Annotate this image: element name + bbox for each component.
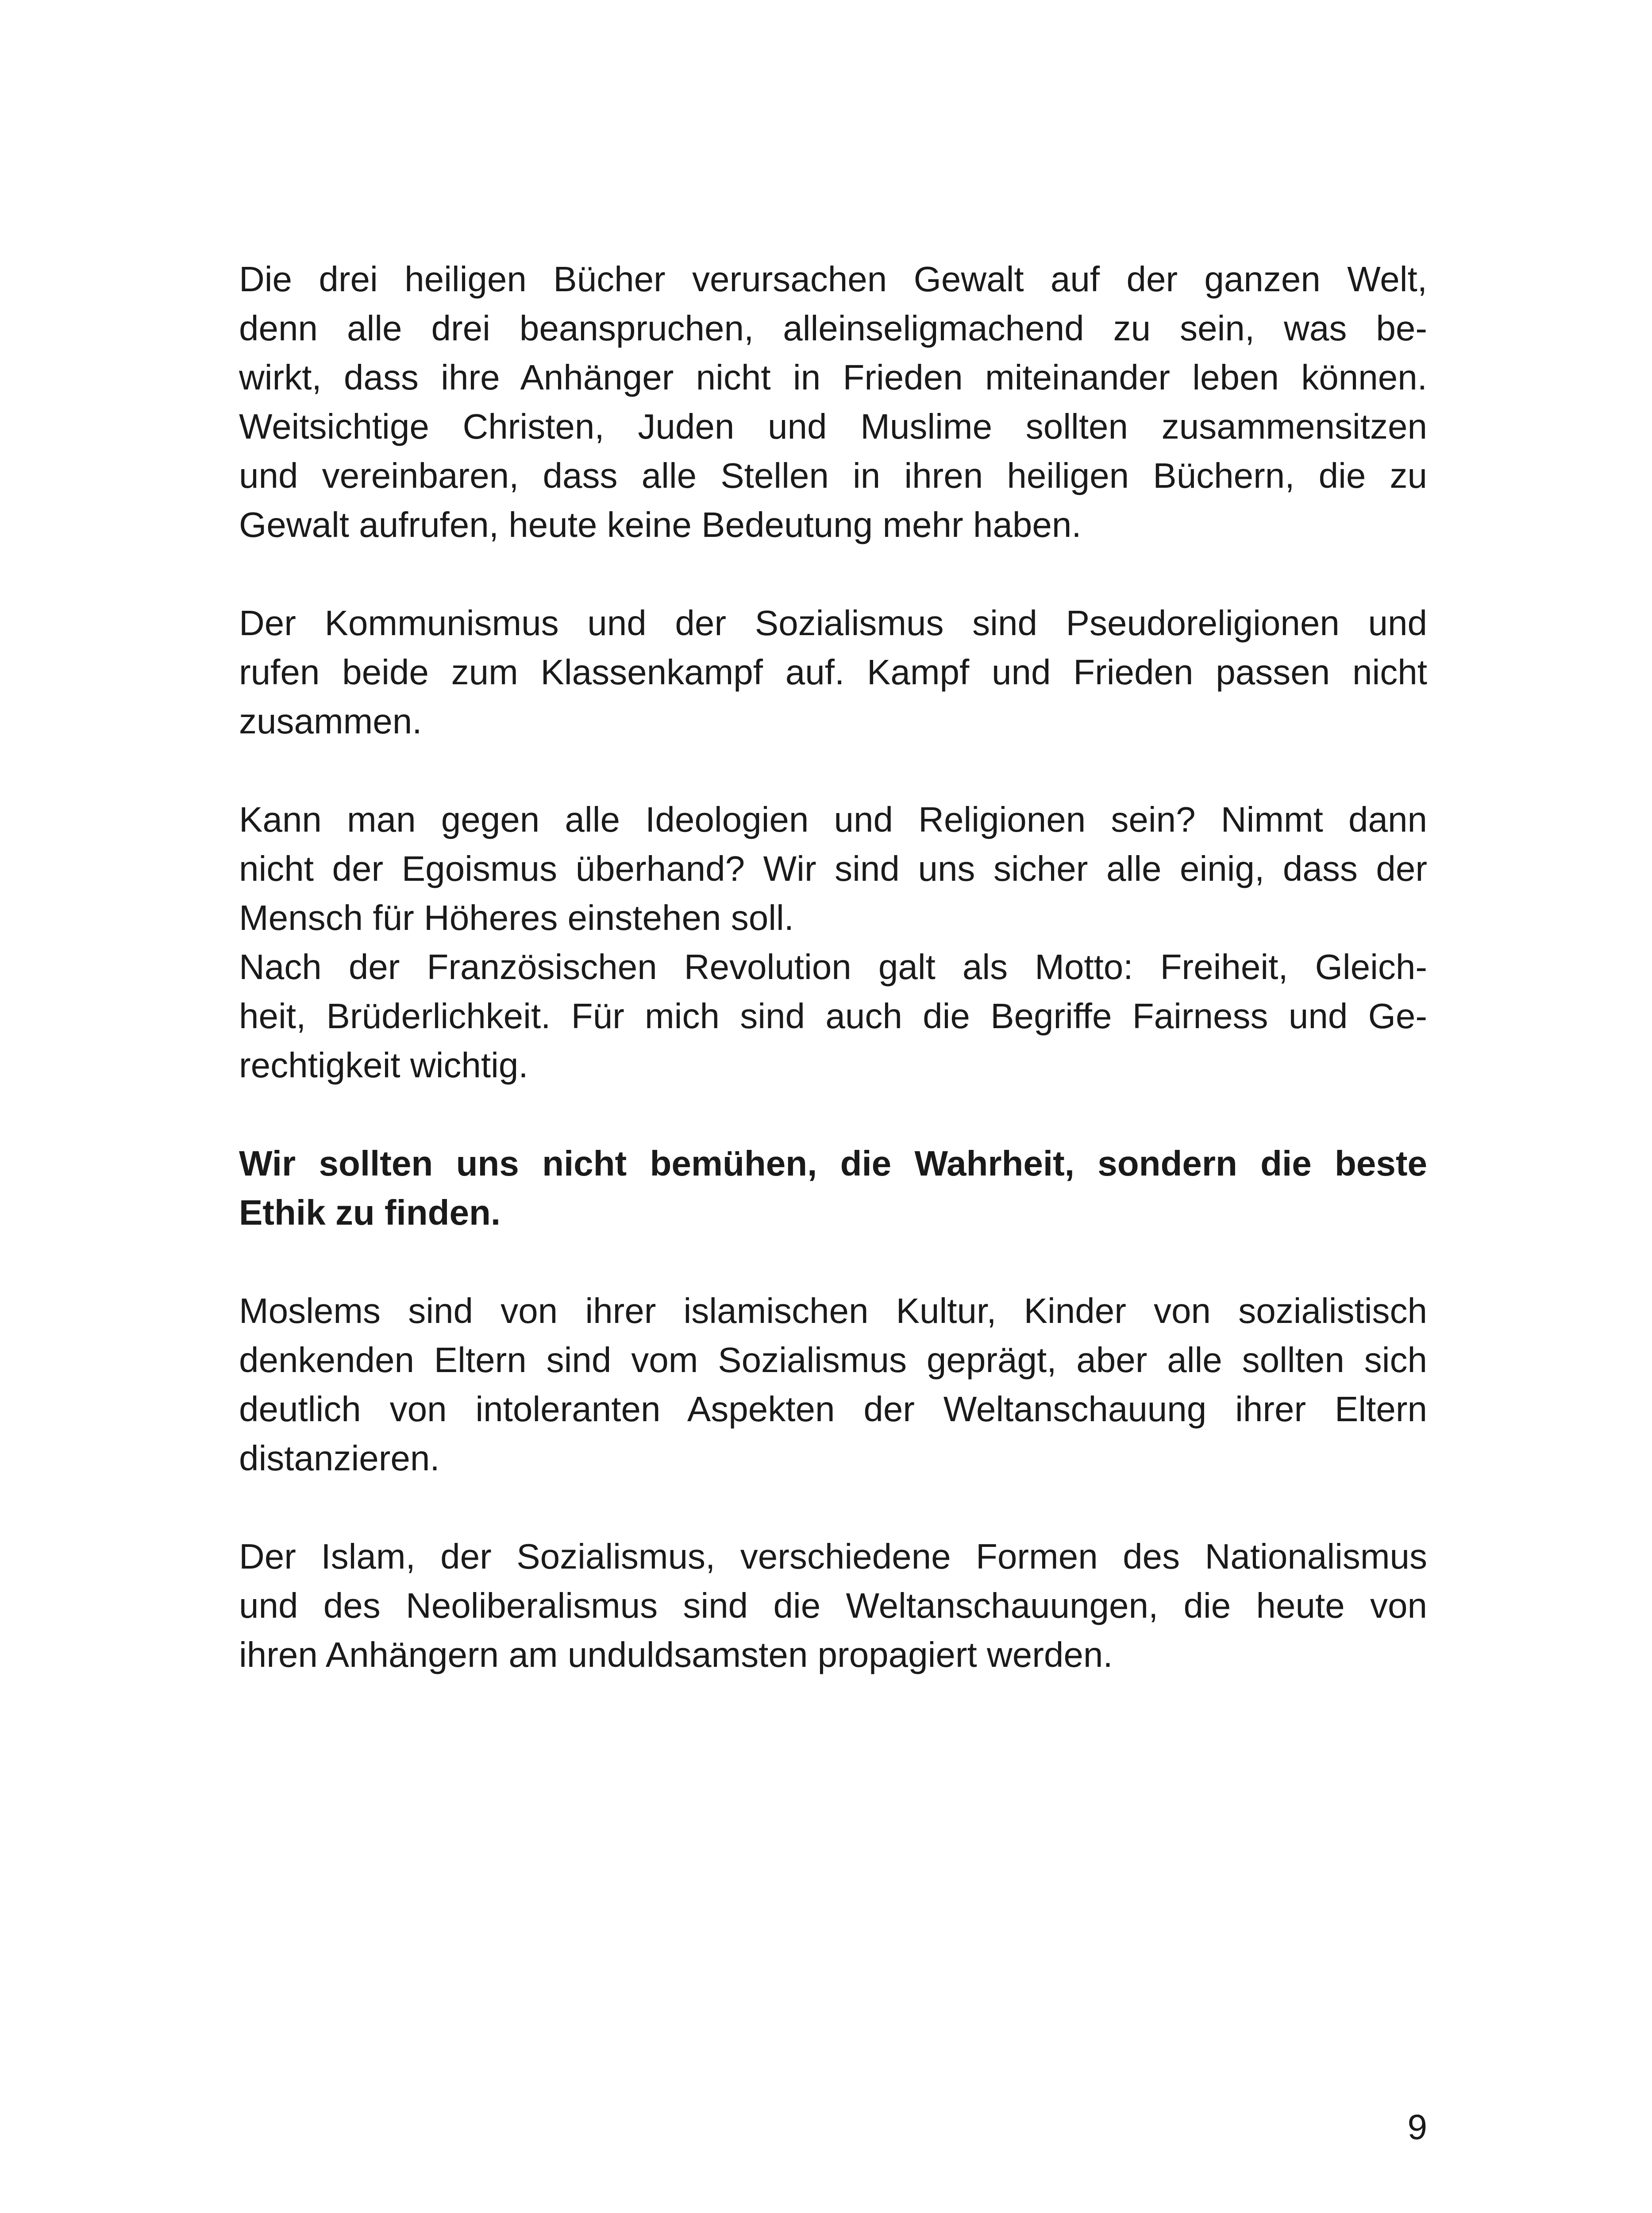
- text-line: Wir sollten uns nicht bemühen, die Wahrheit, sondern die beste: [239, 1144, 1427, 1183]
- paragraph-holy-books: [239, 254, 1427, 549]
- paragraph-gap: [239, 1090, 1427, 1139]
- text-line: distanzieren.: [239, 1438, 440, 1478]
- text-line: Moslems sind von ihrer islamischen Kultur, Kinder von sozialistisch: [239, 1291, 1427, 1330]
- text-line: zusammen.: [239, 702, 422, 741]
- text-line: Weitsichtige Christen, Juden und Muslime sollten zusammensitzen: [239, 407, 1427, 446]
- text-line: rufen beide zum Klassenkampf auf. Kampf und Frieden passen nicht: [239, 652, 1427, 692]
- paragraph-gap: [239, 1483, 1427, 1532]
- paragraph-gap: [239, 549, 1427, 598]
- paragraph-ethics-emphasis: [239, 1139, 1427, 1237]
- paragraph-revolution: [239, 942, 1427, 1090]
- text-line: nicht der Egoismus überhand? Wir sind uns sicher alle einig, dass der: [239, 849, 1427, 888]
- text-line: Ethik zu finden.: [239, 1193, 501, 1232]
- text-line: Der Islam, der Sozialismus, verschiedene Formen des Nationalismus: [239, 1537, 1427, 1576]
- text-line: und vereinbaren, dass alle Stellen in ihren heiligen Büchern, die zu: [239, 456, 1427, 495]
- text-line: Nach der Französischen Revolution galt als Motto: Freiheit, Gleich-: [239, 947, 1427, 987]
- paragraph-gap: [239, 1237, 1427, 1286]
- text-line: wirkt, dass ihre Anhänger nicht in Frieden miteinander leben können.: [239, 358, 1427, 397]
- text-line: Die drei heiligen Bücher verursachen Gewalt auf der ganzen Welt,: [239, 259, 1427, 299]
- body-text: [239, 254, 1427, 1679]
- text-line: Kann man gegen alle Ideologien und Religionen sein? Nimmt dann: [239, 800, 1427, 839]
- text-line: Mensch für Höheres einstehen soll.: [239, 898, 794, 937]
- text-line: Gewalt aufrufen, heute keine Bedeutung mehr haben.: [239, 505, 1082, 544]
- paragraph-ideologies: [239, 795, 1427, 942]
- page-number: 9: [1407, 2107, 1427, 2147]
- text-line: deutlich von intoleranten Aspekten der Weltanschauung ihrer Eltern: [239, 1389, 1427, 1429]
- text-line: heit, Brüderlichkeit. Für mich sind auch die Begriffe Fairness und Ge-: [239, 996, 1427, 1036]
- paragraph-worldviews: [239, 1532, 1427, 1679]
- text-line: und des Neoliberalismus sind die Weltanschauungen, die heute von: [239, 1586, 1427, 1625]
- paragraph-culture: [239, 1286, 1427, 1483]
- text-line: denkenden Eltern sind vom Sozialismus geprägt, aber alle sollten sich: [239, 1340, 1427, 1380]
- paragraph-communism: [239, 598, 1427, 746]
- paragraph-gap: [239, 746, 1427, 795]
- text-line: denn alle drei beanspruchen, alleinseligmachend zu sein, was be-: [239, 308, 1427, 348]
- text-line: Der Kommunismus und der Sozialismus sind Pseudoreligionen und: [239, 603, 1427, 643]
- text-line: ihren Anhängern am unduldsamsten propagiert werden.: [239, 1635, 1113, 1674]
- text-line: rechtigkeit wichtig.: [239, 1045, 528, 1085]
